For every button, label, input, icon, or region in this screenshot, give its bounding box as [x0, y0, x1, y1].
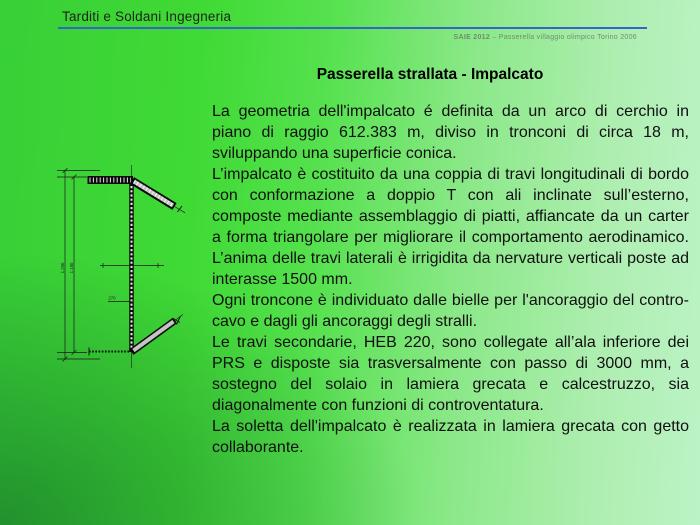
header-rule [58, 27, 647, 29]
paragraph-travi-secondarie: Le travi secondarie, HEB 220, sono collegate all’ala inferiore dei PRS e disposte sia trasversalmente con passo di 3000 mm, a sostegno del solaio in lamiera grecata e calcestruzzo, sia diagonalmente con funzioni di controventatura. [212, 334, 689, 414]
bottom-strut [132, 315, 184, 353]
header-caption [454, 34, 638, 41]
paragraph-impalcato: L’impalcato è costituito da una coppia di travi longitudinali di bordo con conformazione a doppio T con ali inclinate sull’esterno, composte mediante assemblaggio di piatti, affiancate da un carter a forma triangolare per migliorare il comportamento aerodinamico. L’anima delle travi laterali è irrigidita da nervature verticali poste ad interasse 1500 mm. [212, 166, 689, 288]
dim-label-web: 270 [108, 295, 116, 301]
cross-section-drawing [50, 160, 200, 375]
paragraph-tronconi: Ogni troncone è individuato dalle bielle per l'ancoraggio del contro-cavo e dagli gli ancoraggi degli stralli. [212, 292, 689, 330]
header-company: Tarditi e Soldani Ingegneria [62, 9, 232, 24]
event-caption: – Passerella villaggio olimpico Torino 2006 [492, 34, 637, 41]
paragraph-geometry: La geometria dell'impalcato é definita da un arco di cerchio in piano di raggio 612.383 m, diviso in tronconi di circa 18 m, sviluppando una superficie conica. [212, 103, 689, 162]
bottom-flange [89, 348, 130, 356]
inclined-flange [132, 181, 185, 213]
dim-label-outer: 1.250 [60, 262, 65, 274]
body-text [212, 101, 689, 458]
slide-title: Passerella strallata - Impalcato [316, 66, 544, 83]
event-name: SAIE 2012 [453, 34, 491, 41]
dim-label-inner: 1.180 [69, 262, 74, 274]
paragraph-soletta: La soletta dell'impalcato è realizzata in lamiera grecata con getto collaborante. [212, 418, 689, 456]
